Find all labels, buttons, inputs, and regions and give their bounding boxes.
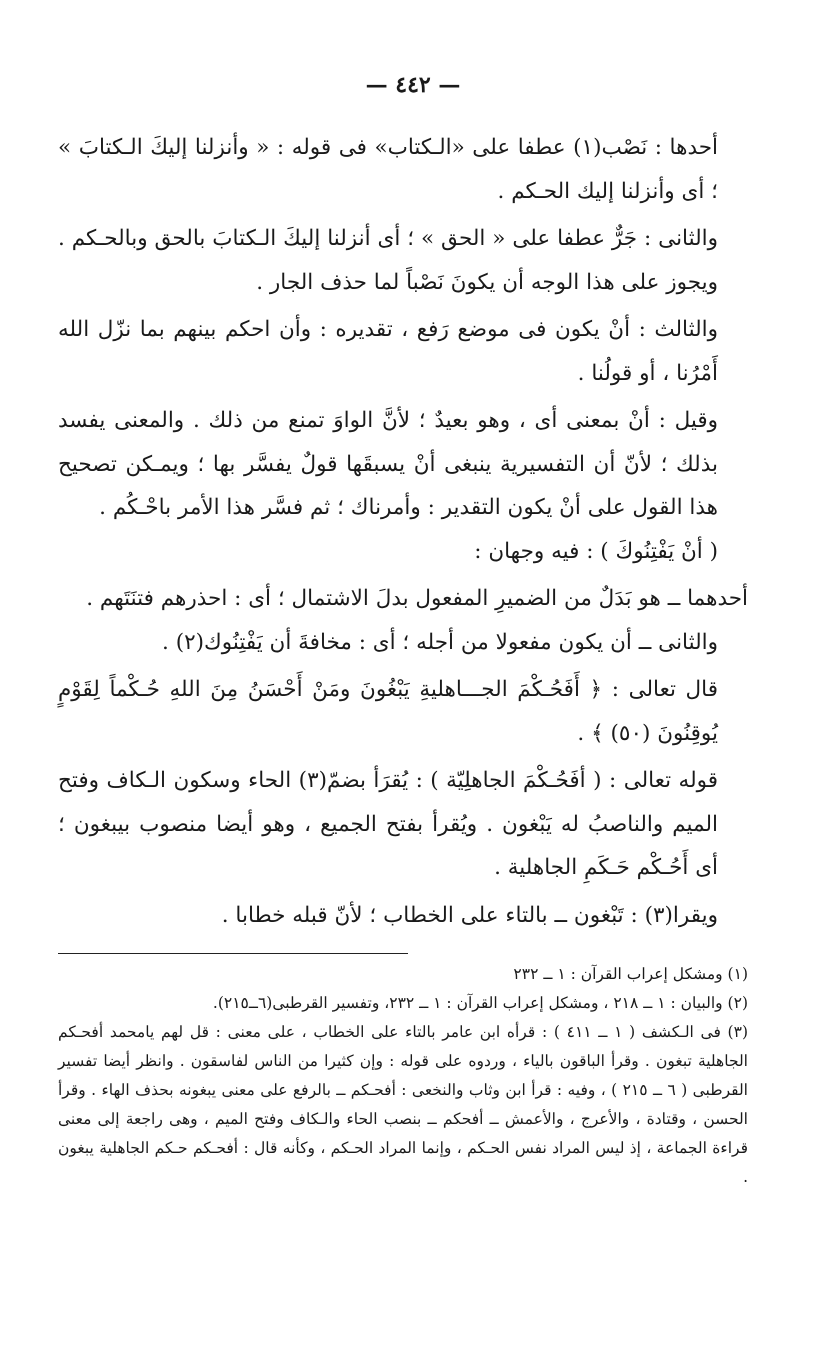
paragraph-first-case: أحدها : نَصْب(١) عطفا على «الـكتاب» فى قوله : « وأنزلنا إليكَ الـكتابَ » ؛ أى وأنزلنا إليك الحـكم . <box>58 135 718 204</box>
paragraph-alternate-reading: ويقرا(٣) : تَبْغون ــ بالتاء على الخطاب ؛ لأنّ قبله خطابا . <box>221 902 718 928</box>
footnote-2: (٢) والبيان : ١ ــ ٢١٨ ، ومشكل إعراب القرآن : ١ ــ ٢٣٢، وتفسير القرطبى(٦ــ٢١٥). <box>212 994 748 1012</box>
main-text <box>58 126 768 937</box>
footnotes <box>58 960 768 1192</box>
paragraph-second-aspect: والثانى ــ أن يكون مفعولا من أجله ؛ أى : مخافةَ أن يَفْتِنُوك(٢) . <box>162 629 718 655</box>
paragraph-alternative-view: وقيل : أنْ بمعنى أى ، وهو بعيدٌ ؛ لأنَّ الواوَ تمنع من ذلك . والمعنى يفسد بذلك ؛ لأنّ أن التفسيرية ينبغى أنْ يسبقَها قولٌ يفسَّر بها ؛ ويمـكن تصحيح هذا القول على أنْ يكون التقدير : وأمرناك ؛ ثم فسَّر هذا الأمر باحْـكُم . <box>58 408 718 520</box>
footnote-1: (١) ومشكل إعراب القرآن : ١ ــ ٢٣٢ <box>513 965 748 983</box>
footnote-3: (٣) فى الـكشف ( ١ ــ ٤١١ ) : قرأه ابن عامر بالتاء على الخطاب ، على معنى : قل لهم يامحمد أفحـكم الجاهلية تبغون . وقرأ الباقون بالياء ، وردوه على قوله : وإن كثيرا من الناس لفاسقون . وانظر أيضا تفسير القرطبى ( ٦ ــ ٢١٥ ) ، وفيه : قرأ ابن وثاب والنخعى : أفحـكم ــ بالرفع على معنى يبغونه بحذف الهاء . وقرأ الحسن ، وقتادة ، والأعرج ، والأعمش ــ أفحكم ــ بنصب الحاء والـكاف وفتح الميم ، وهى راجعة إلى معنى قراءة الجماعة ، إذ ليس المراد نفس الحـكم ، وإنما المراد الحـكم ، وكأنه قال : أفحـكم حـكم الجاهلية يبغون . <box>58 1023 748 1186</box>
footnote-separator <box>58 953 408 954</box>
paragraph-third-case: والثالث : أنْ يكون فى موضع رَفع ، تقديره : وأن احكم بينهم بما نزّل الله أَمْرُنا ، أو قولُنا . <box>58 317 718 386</box>
paragraph-second-case: والثانى : جَرٌّ عطفا على « الحق » ؛ أى أنزلنا إليكَ الـكتابَ بالحق وبالحـكم . ويجوز على هذا الوجه أن يكونَ نَصْباً لما حذف الجار . <box>58 226 718 295</box>
paragraph-heading-yaftinuka: ( أنْ يَفْتِنُوكَ ) : فيه وجهان : <box>474 538 718 564</box>
paragraph-quranic-verse: قال تعالى : ﴿ أَفَحُـكْمَ الجـــاهليةِ يَبْغُونَ ومَنْ أَحْسَنُ مِنَ اللهِ حُـكْماً لِقَوْمٍ يُوقِنُونَ (٥٠) ﴾ . <box>58 677 718 746</box>
paragraph-first-aspect: أحدهما ــ هو بَدَلٌ من الضميرِ المفعول بدلَ الاشتمال ؛ أى : احذرهم فتنَتَهم . <box>86 586 748 611</box>
page-number: — ٤٤٢ — <box>365 72 461 98</box>
paragraph-verse-commentary: قوله تعالى : ( أفَحُـكْمَ الجاهلِيّة ) : يُقرَأ بضمّ(٣) الحاء وسكون الـكاف وفتح الميم والناصبُ له يَبْغون . ويُقرأ بفتح الجميع ، وهو أيضا منصوب بيبغون ؛ أى أَحُـكْم حَـكَمِ الجاهلية . <box>58 768 719 880</box>
